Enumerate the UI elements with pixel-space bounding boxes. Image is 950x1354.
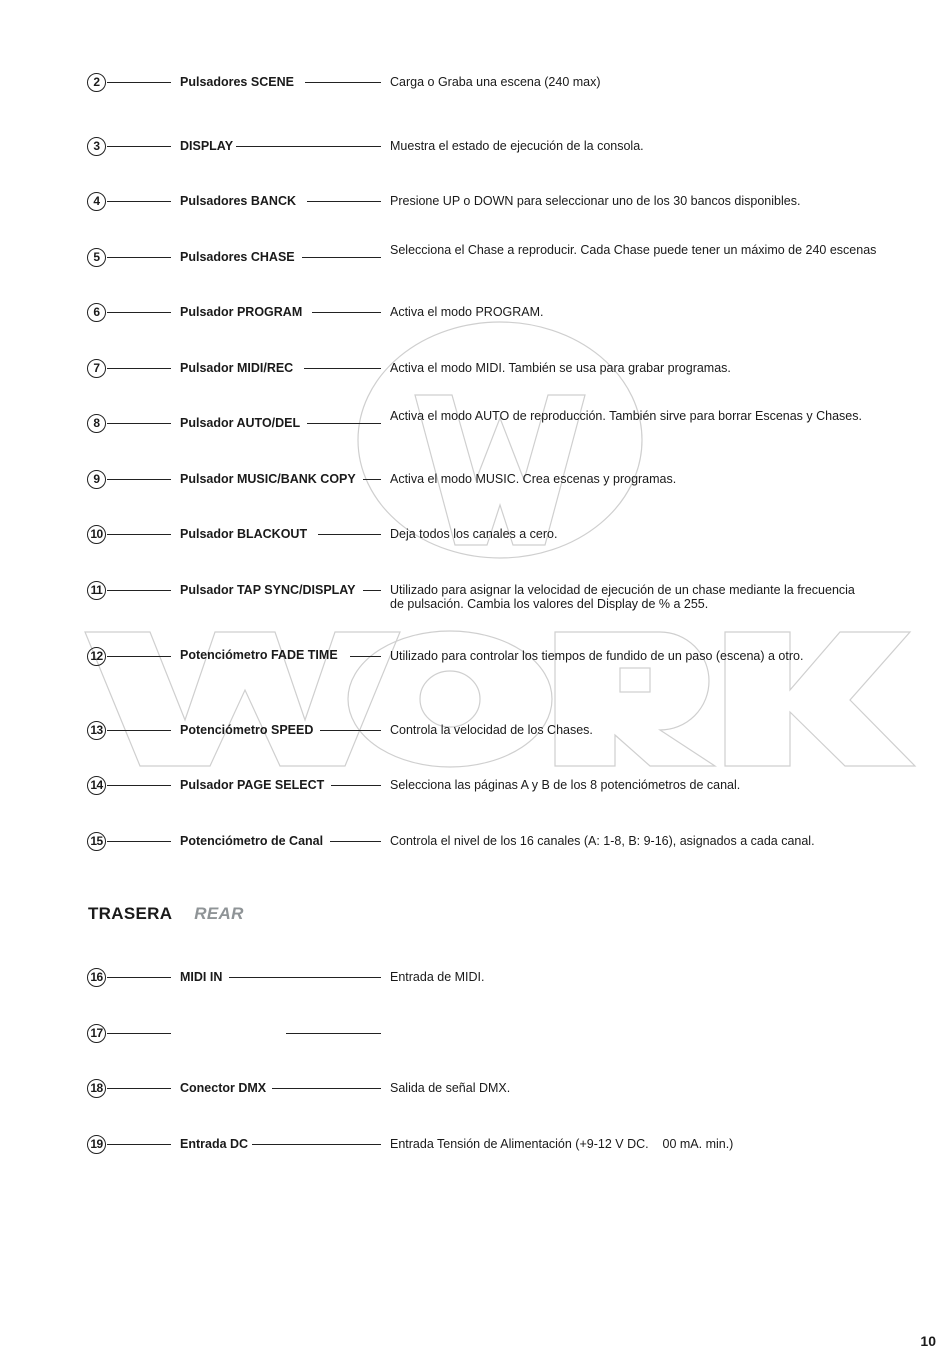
connector-line xyxy=(363,479,381,480)
connector-line xyxy=(350,656,381,657)
leader-line xyxy=(107,312,171,313)
item-description: Selecciona el Chase a reproducir. Cada Chase puede tener un máximo de 240 escenas xyxy=(390,243,877,257)
item-label: Pulsador MUSIC/BANK COPY xyxy=(180,472,356,486)
item-label: Pulsador PAGE SELECT xyxy=(180,778,325,792)
item-number: 7 xyxy=(87,359,106,378)
connector-line xyxy=(318,534,381,535)
item-19 xyxy=(0,1130,950,1160)
item-label: Pulsador MIDI/REC xyxy=(180,361,294,375)
item-number: 12 xyxy=(87,647,106,666)
item-description: Entrada Tensión de Alimentación (+9-12 V DC. 00 mA. min.) xyxy=(390,1137,734,1151)
item-number: 8 xyxy=(87,414,106,433)
item-4 xyxy=(0,187,950,217)
item-description: Carga o Graba una escena (240 max) xyxy=(390,75,601,89)
item-8 xyxy=(0,409,950,439)
connector-line xyxy=(331,785,381,786)
item-description: Utilizado para controlar los tiempos de fundido de un paso (escena) a otro. xyxy=(390,649,804,663)
leader-line xyxy=(107,257,171,258)
leader-line xyxy=(107,1033,171,1034)
item-number: 5 xyxy=(87,248,106,267)
item-2 xyxy=(0,68,950,98)
item-label: Potenciómetro de Canal xyxy=(180,834,324,848)
item-description: Activa el modo AUTO de reproducción. También sirve para borrar Escenas y Chases. xyxy=(390,409,862,423)
item-description: Controla el nivel de los 16 canales (A: 1-8, B: 9-16), asignados a cada canal. xyxy=(390,834,815,848)
item-description: Deja todos los canales a cero. xyxy=(390,527,558,541)
item-number: 14 xyxy=(87,776,106,795)
connector-line xyxy=(236,146,381,147)
leader-line xyxy=(107,590,171,591)
leader-line xyxy=(107,1144,171,1145)
item-description xyxy=(390,583,930,611)
connector-line xyxy=(229,977,381,978)
item-label: Conector DMX xyxy=(180,1081,267,1095)
connector-line xyxy=(307,201,381,202)
item-16 xyxy=(0,963,950,993)
item-label: Pulsadores BANCK xyxy=(180,194,296,208)
connector-line xyxy=(312,312,381,313)
leader-line xyxy=(107,534,171,535)
item-number: 6 xyxy=(87,303,106,322)
item-number: 16 xyxy=(87,968,106,987)
item-label: Potenciómetro SPEED xyxy=(180,723,314,737)
leader-line xyxy=(107,730,171,731)
item-number: 10 xyxy=(87,525,106,544)
leader-line xyxy=(107,423,171,424)
item-11 xyxy=(0,576,950,611)
item-description: Salida de señal DMX. xyxy=(390,1081,511,1095)
connector-line xyxy=(304,368,381,369)
leader-line xyxy=(107,368,171,369)
item-13 xyxy=(0,716,950,746)
item-number: 13 xyxy=(87,721,106,740)
item-number: 4 xyxy=(87,192,106,211)
item-description: Controla la velocidad de los Chases. xyxy=(390,723,593,737)
item-label: DISPLAY xyxy=(180,139,234,153)
item-number: 19 xyxy=(87,1135,106,1154)
item-number: 3 xyxy=(87,137,106,156)
leader-line xyxy=(107,977,171,978)
connector-line xyxy=(305,82,381,83)
connector-line xyxy=(307,423,381,424)
item-number: 18 xyxy=(87,1079,106,1098)
item-description: Presione UP o DOWN para seleccionar uno de los 30 bancos disponibles. xyxy=(390,194,801,208)
leader-line xyxy=(107,785,171,786)
item-description: Selecciona las páginas A y B de los 8 potenciómetros de canal. xyxy=(390,778,741,792)
item-number: 2 xyxy=(87,73,106,92)
item-description: Activa el modo MUSIC. Crea escenas y programas. xyxy=(390,472,677,486)
item-17 xyxy=(0,1019,950,1049)
item-label: Pulsadores SCENE xyxy=(180,75,294,89)
item-9 xyxy=(0,465,950,495)
item-label: Pulsador PROGRAM xyxy=(180,305,303,319)
item-label: Pulsador TAP SYNC/DISPLAY xyxy=(180,583,356,597)
leader-line xyxy=(107,841,171,842)
connector-line xyxy=(286,1033,381,1034)
item-10 xyxy=(0,520,950,550)
page-number: 10 xyxy=(920,1333,936,1349)
leader-line xyxy=(107,82,171,83)
item-15 xyxy=(0,827,950,857)
item-5 xyxy=(0,243,950,273)
item-description-line-1: Utilizado para asignar la velocidad de ejecución de un chase mediante la frecuencia xyxy=(390,583,855,597)
item-label: Entrada DC xyxy=(180,1137,249,1151)
connector-line xyxy=(302,257,381,258)
item-number: 9 xyxy=(87,470,106,489)
item-18 xyxy=(0,1074,950,1104)
connector-line xyxy=(363,590,381,591)
leader-line xyxy=(107,656,171,657)
section-title-english: REAR xyxy=(194,904,244,923)
item-14 xyxy=(0,771,950,801)
item-label: Pulsador AUTO/DEL xyxy=(180,416,301,430)
item-number: 15 xyxy=(87,832,106,851)
item-number: 17 xyxy=(87,1024,106,1043)
item-description: Activa el modo PROGRAM. xyxy=(390,305,544,319)
item-12 xyxy=(0,642,950,672)
item-description-line-2: de pulsación. Cambia los valores del Display de % a 255. xyxy=(390,597,709,611)
connector-line xyxy=(252,1144,381,1145)
section-title: TRASERA xyxy=(88,904,173,923)
connector-line xyxy=(272,1088,381,1089)
item-description: Muestra el estado de ejecución de la consola. xyxy=(390,139,644,153)
item-label: MIDI IN xyxy=(180,970,223,984)
item-description: Entrada de MIDI. xyxy=(390,970,485,984)
item-label: Pulsadores CHASE xyxy=(180,250,295,264)
item-3 xyxy=(0,132,950,162)
item-7 xyxy=(0,354,950,384)
section-heading-rear xyxy=(88,904,244,924)
connector-line xyxy=(330,841,381,842)
item-label: Potenciómetro FADE TIME xyxy=(180,648,338,662)
leader-line xyxy=(107,201,171,202)
leader-line xyxy=(107,479,171,480)
connector-line xyxy=(320,730,381,731)
leader-line xyxy=(107,1088,171,1089)
item-number: 11 xyxy=(87,581,106,600)
item-6 xyxy=(0,298,950,328)
item-description: Activa el modo MIDI. También se usa para grabar programas. xyxy=(390,361,731,375)
item-label: Pulsador BLACKOUT xyxy=(180,527,308,541)
leader-line xyxy=(107,146,171,147)
